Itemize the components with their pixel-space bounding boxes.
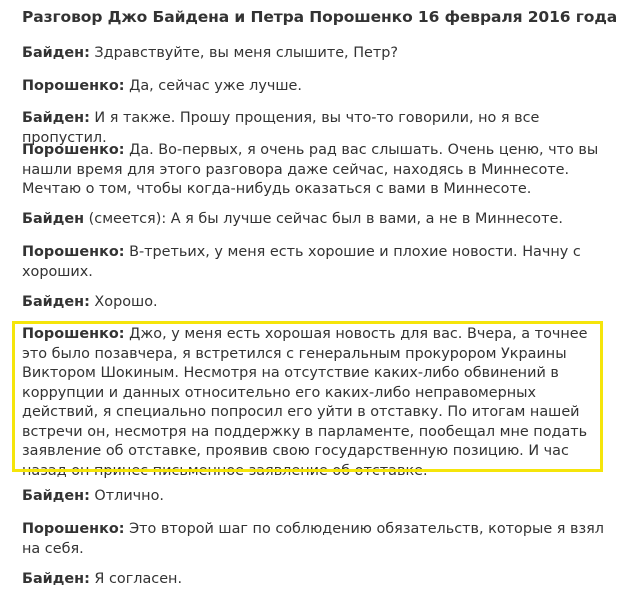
speaker-name: Байден: bbox=[22, 45, 90, 61]
dialogue-line bbox=[22, 210, 612, 230]
speech-text: Здравствуйте, вы меня слышите, Петр? bbox=[89, 45, 399, 61]
speaker-name: Порошенко: bbox=[22, 142, 125, 158]
dialogue-line bbox=[22, 44, 612, 64]
speech-text: Да, сейчас уже лучше. bbox=[124, 78, 302, 94]
dialogue-line bbox=[22, 487, 612, 507]
dialogue-line bbox=[22, 293, 612, 313]
speech-text: Да. Во-первых, я очень рад вас слышать. Очень ценю, что вы нашли время для этого разговора даже сейчас, находясь в Миннесоте. Мечтаю о том, чтобы когда-нибудь оказаться с вами в Миннесоте. bbox=[22, 142, 599, 197]
highlight-frame bbox=[12, 321, 603, 472]
dialogue-line bbox=[22, 141, 612, 200]
speech-text: И я также. Прошу прощения, вы что-то говорили, но я все пропустил. bbox=[22, 110, 540, 146]
speaker-name: Байден bbox=[22, 211, 85, 227]
speech-text: В-третьих, у меня есть хорошие и плохие новости. Начну с хороших. bbox=[22, 244, 581, 280]
speaker-name: Байден: bbox=[22, 294, 90, 310]
dialogue-line bbox=[22, 77, 612, 97]
speech-text: Я согласен. bbox=[89, 571, 183, 587]
speech-text: Это второй шаг по соблюдению обязательств, которые я взял на себя. bbox=[22, 521, 604, 557]
dialogue-line bbox=[22, 520, 612, 559]
speaker-name: Байден: bbox=[22, 488, 90, 504]
speaker-name: Байден: bbox=[22, 571, 90, 587]
speech-text: Хорошо. bbox=[89, 294, 158, 310]
speech-text: Отлично. bbox=[89, 488, 164, 504]
dialogue-line bbox=[22, 243, 612, 282]
dialogue-line bbox=[22, 570, 612, 590]
speech-text: Джо, у меня есть хорошая новость для вас. Вчера, а точнее это было позавчера, я встретился с генеральным прокурором Украины Виктором Шокиным. Несмотря на отсутствие каких-либо обвинений в коррупции и данных относительно его каких-либо неправомерных действий, я специально попросил его уйти в отставку. По итогам нашей встречи он, несмотря на поддержку в парламенте, пообещал мне подать заявление об отставке, проявив свою государственную позицию. И час назад он принес письменное заявление об отставке. bbox=[22, 326, 588, 479]
speech-text: (смеется): А я бы лучше сейчас был в вами, а не в Миннесоте. bbox=[84, 211, 563, 227]
speaker-name: Байден: bbox=[22, 110, 90, 126]
page-title: Разговор Джо Байдена и Петра Порошенко 16 февраля 2016 года bbox=[22, 8, 618, 26]
speaker-name: Порошенко: bbox=[22, 244, 125, 260]
speaker-name: Порошенко: bbox=[22, 521, 125, 537]
speaker-name: Порошенко: bbox=[22, 326, 125, 342]
speaker-name: Порошенко: bbox=[22, 78, 125, 94]
